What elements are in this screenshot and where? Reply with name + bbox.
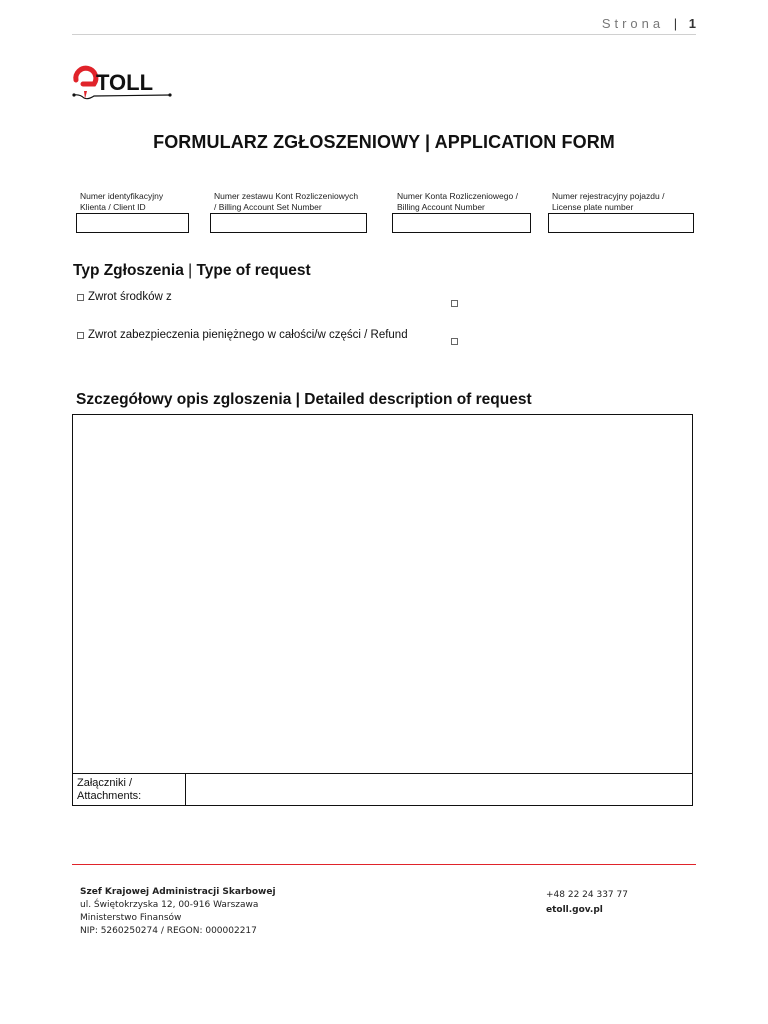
checkbox-icon <box>451 300 458 307</box>
deposit-refund-label: Zwrot zabezpieczenia pieniężnego w całości/w części / Refund <box>88 329 408 341</box>
footer-website-link[interactable]: etoll.gov.pl <box>546 905 603 915</box>
attachments-row <box>72 773 693 806</box>
deposit-refund-secondary-checkbox[interactable] <box>451 332 462 350</box>
footer-address-block <box>80 886 276 938</box>
license-plate-label <box>552 191 664 213</box>
client-id-field[interactable] <box>76 213 189 233</box>
client-id-label <box>80 191 163 213</box>
license-plate-label-line1: Numer rejestracyjny pojazdu / <box>552 191 665 201</box>
page-separator: | <box>673 16 678 31</box>
funds-refund-secondary-checkbox[interactable] <box>451 294 462 312</box>
attachments-label-line2: Attachments: <box>77 790 142 802</box>
funds-refund-checkbox[interactable] <box>77 294 84 301</box>
footer-phone: +48 22 24 337 77 <box>546 890 628 900</box>
footer-contact-block <box>546 888 628 918</box>
footer-org-name: Szef Krajowej Administracji Skarbowej <box>80 887 276 897</box>
request-type-heading-sep: | <box>183 262 197 279</box>
request-type-heading <box>73 262 311 280</box>
billing-account-label-line1: Numer Konta Rozliczeniowego / <box>397 191 518 201</box>
billing-account-set-field[interactable] <box>210 213 367 233</box>
attachments-label-line1: Załączniki / <box>77 777 133 789</box>
logo-text: TOLL <box>96 70 154 95</box>
footer-address: ul. Świętokrzyska 12, 00-916 Warszawa <box>80 900 259 910</box>
license-plate-label-line2: License plate number <box>552 202 634 212</box>
request-type-heading-en: Type of request <box>196 262 311 279</box>
billing-account-field[interactable] <box>392 213 531 233</box>
attachments-field[interactable] <box>186 774 692 805</box>
request-option-deposit-refund[interactable] <box>77 329 408 341</box>
page-number-value: 1 <box>688 16 696 31</box>
description-textarea[interactable] <box>72 414 693 774</box>
footer-divider <box>72 864 696 865</box>
attachments-label <box>73 774 186 805</box>
billing-account-set-label-line1: Numer zestawu Kont Rozliczeniowych <box>214 191 359 201</box>
request-type-heading-pl: Typ Zgłoszenia <box>73 262 184 279</box>
page-number <box>602 16 696 31</box>
funds-refund-label: Zwrot środków z <box>88 291 172 303</box>
deposit-refund-checkbox[interactable] <box>77 332 84 339</box>
header-divider <box>72 34 696 35</box>
billing-account-label-line2: Billing Account Number <box>397 202 485 212</box>
client-id-label-line2: Klienta / Client ID <box>80 202 146 212</box>
request-option-funds-refund[interactable] <box>77 291 172 303</box>
etoll-logo <box>72 64 176 104</box>
client-id-label-line1: Numer identyfikacyjny <box>80 191 164 201</box>
page-label: Strona <box>601 16 665 31</box>
billing-account-label <box>397 191 518 213</box>
description-heading: Szczegółowy opis zgloszenia | Detailed description of request <box>76 391 532 408</box>
form-title: FORMULARZ ZGŁOSZENIOWY | APPLICATION FORM <box>153 132 615 152</box>
footer-ministry: Ministerstwo Finansów <box>80 913 182 923</box>
license-plate-field[interactable] <box>548 213 694 233</box>
checkbox-icon <box>451 338 458 345</box>
etoll-logo-graphic <box>72 64 176 104</box>
footer-tax-ids: NIP: 5260250274 / REGON: 000002217 <box>80 926 257 936</box>
billing-account-set-label-line2: / Billing Account Set Number <box>214 202 322 212</box>
billing-account-set-label <box>214 191 358 213</box>
